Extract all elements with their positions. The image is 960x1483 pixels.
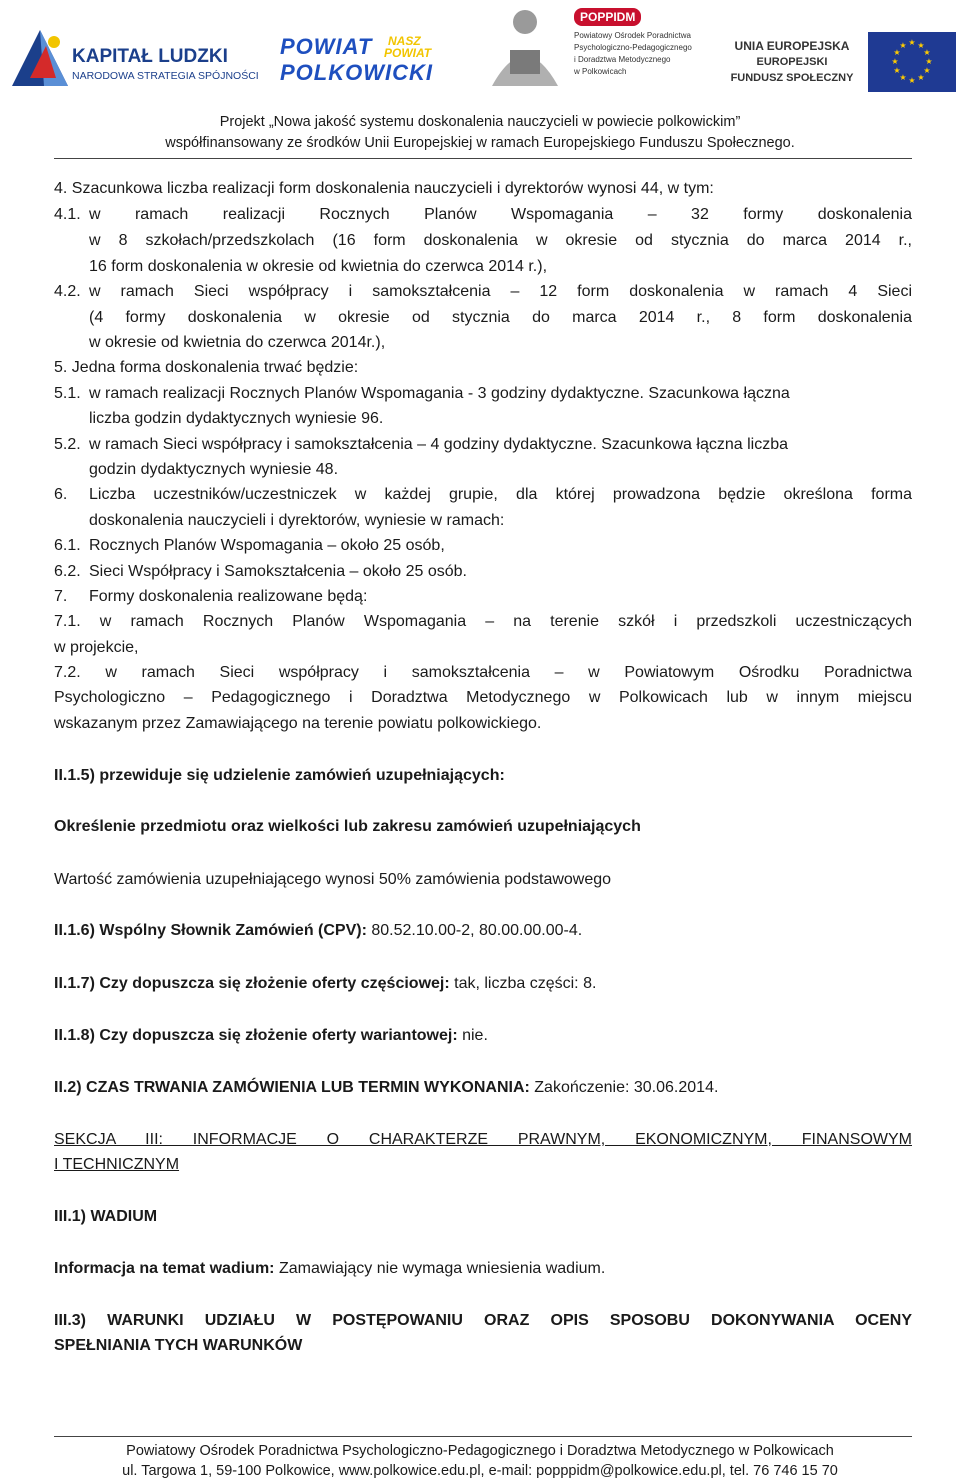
svg-text:★: ★ bbox=[893, 48, 901, 57]
item-4-2-line3: w okresie od kwietnia do czerwca 2014r.), bbox=[89, 334, 386, 351]
poppidm-line3: i Doradztwa Metodycznego bbox=[574, 55, 671, 64]
section-ii-1-8 bbox=[54, 1025, 488, 1047]
eu-logo-text bbox=[722, 38, 862, 86]
poppidm-line2: Psychologiczno-Pedagogicznego bbox=[574, 43, 692, 52]
item-6-line2: doskonalenia nauczycieli i dyrektorów, wyniesie w ramach: bbox=[89, 512, 505, 529]
item-5-2-line1: w ramach Sieci współpracy i samokształcenia – 4 godziny dydaktyczne. Szacunkowa łączna liczba bbox=[89, 436, 788, 453]
powiat-polkowicki-logo bbox=[280, 34, 440, 88]
footer-line2: ul. Targowa 1, 59-100 Polkowice, www.polkowice.edu.pl, e-mail: popppidm@polkowice.edu.pl, tel. 76 746 15 70 bbox=[122, 1463, 838, 1479]
ii-2-label: II.2) CZAS TRWANIA ZAMÓWIENIA LUB TERMIN WYKONANIA: bbox=[54, 1079, 530, 1096]
item-6-2-num: 6.2. bbox=[54, 563, 81, 580]
section-iii-1: III.1) WADIUM bbox=[54, 1208, 158, 1225]
header-divider bbox=[54, 158, 912, 159]
poppidm-logo bbox=[482, 6, 692, 90]
item-7: Formy doskonalenia realizowane będą: bbox=[89, 588, 368, 605]
svg-text:★: ★ bbox=[917, 41, 925, 50]
item-6-num: 6. bbox=[54, 486, 68, 503]
kapital-ludzki-logo bbox=[10, 28, 259, 88]
project-line2: współfinansowany ze środków Unii Europejskiej w ramach Europejskiego Funduszu Społecznego. bbox=[165, 135, 795, 151]
item-4-1-line1: w ramach realizacji Rocznych Planów Wspomagania – 32 formy doskonalenia bbox=[89, 206, 912, 223]
item-6-1: Rocznych Planów Wspomagania – około 25 osób, bbox=[89, 537, 445, 554]
svg-text:★: ★ bbox=[899, 73, 907, 82]
item-5-2-line2: godzin dydaktycznych wyniesie 48. bbox=[89, 461, 339, 478]
eu-line1: UNIA EUROPEJSKA bbox=[734, 39, 850, 53]
ii-1-7-value: tak, liczba części: 8. bbox=[449, 975, 597, 992]
ii-1-7-label: II.1.7) Czy dopuszcza się złożenie oferty częściowej: bbox=[54, 975, 450, 992]
svg-text:★: ★ bbox=[908, 76, 916, 85]
section-ii-1-5: II.1.5) przewiduje się udzielenie zamówień uzupełniających: bbox=[54, 767, 505, 784]
svg-text:★: ★ bbox=[908, 38, 916, 47]
item-6-line1: Liczba uczestników/uczestniczek w każdej grupie, dla której prowadzona będzie określona forma bbox=[89, 486, 912, 503]
svg-text:★: ★ bbox=[925, 57, 933, 66]
poppidm-text bbox=[574, 30, 692, 78]
okreslenie-heading: Określenie przedmiotu oraz wielkości lub zakresu zamówień uzupełniających bbox=[54, 818, 641, 835]
kapital-ludzki-emblem-icon bbox=[10, 28, 70, 88]
item-4-1-line3: 16 form doskonalenia w okresie od kwietnia do czerwca 2014 r.), bbox=[89, 258, 548, 275]
item-7-1-line1: 7.1. w ramach Rocznych Planów Wspomagania – na terenie szkół i przedszkoli uczestniczących bbox=[54, 613, 912, 630]
svg-text:★: ★ bbox=[891, 57, 899, 66]
svg-text:★: ★ bbox=[923, 66, 931, 75]
item-4-2-line1: w ramach Sieci współpracy i samokształcenia – 12 form doskonalenia w ramach 4 Sieci bbox=[89, 283, 912, 300]
section-ii-1-7 bbox=[54, 973, 596, 995]
item-4-1-num: 4.1. bbox=[54, 206, 81, 223]
item-7-2-line2: Psychologiczno – Pedagogicznego i Doradztwa Metodycznego w Polkowicach lub w innym miejscu bbox=[54, 689, 912, 706]
item-6-1-num: 6.1. bbox=[54, 537, 81, 554]
ii-1-8-value: nie. bbox=[457, 1027, 488, 1044]
poppidm-line1: Powiatowy Ośrodek Poradnictwa bbox=[574, 31, 691, 40]
item-5-1-line1: w ramach realizacji Rocznych Planów Wspomagania - 3 godziny dydaktyczne. Szacunkowa łączna bbox=[89, 385, 790, 402]
footer-divider bbox=[54, 1436, 912, 1437]
item-4-2-line2: (4 formy doskonalenia w okresie od stycznia do marca 2014 r., 8 form doskonalenia bbox=[89, 309, 912, 326]
item-7-num: 7. bbox=[54, 588, 68, 605]
eu-flag-icon bbox=[868, 32, 956, 92]
item-7-2-line1: 7.2. w ramach Sieci współpracy i samokształcenia – w Powiatowym Ośrodku Poradnictwa bbox=[54, 664, 912, 681]
section-ii-1-6 bbox=[54, 920, 582, 942]
wadium-value: Zamawiający nie wymaga wniesienia wadium. bbox=[274, 1260, 606, 1277]
kapital-ludzki-title: KAPITAŁ LUDZKI bbox=[72, 46, 228, 67]
svg-text:★: ★ bbox=[893, 66, 901, 75]
sekcja-iii-line2: I TECHNICZNYM bbox=[54, 1156, 180, 1173]
item-7-1-line2: w projekcie, bbox=[54, 639, 139, 656]
ii-1-6-label: II.1.6) Wspólny Słownik Zamówień (CPV): bbox=[54, 922, 367, 939]
poppidm-title: POPPIDM bbox=[574, 8, 641, 26]
powiat-line2: POLKOWICKI bbox=[280, 60, 433, 85]
eu-line3: FUNDUSZ SPOŁECZNY bbox=[730, 72, 854, 84]
item-5-1-line2: liczba godzin dydaktycznych wyniesie 96. bbox=[89, 410, 384, 427]
powiat-line1: POWIAT bbox=[280, 34, 373, 59]
item-4-2-num: 4.2. bbox=[54, 283, 81, 300]
section-iii-3-line1: III.3) WARUNKI UDZIAŁU W POSTĘPOWANIU ORAZ OPIS SPOSOBU DOKONYWANIA OCENY bbox=[54, 1312, 912, 1329]
svg-text:★: ★ bbox=[899, 41, 907, 50]
section-iii-3-line2: SPEŁNIANIA TYCH WARUNKÓW bbox=[54, 1337, 303, 1354]
item-5: 5. Jedna forma doskonalenia trwać będzie: bbox=[54, 359, 359, 376]
section-ii-2 bbox=[54, 1077, 718, 1099]
item-5-2-num: 5.2. bbox=[54, 436, 81, 453]
project-line1: Projekt „Nowa jakość systemu doskonalenia nauczycieli w powiecie polkowickim” bbox=[219, 114, 741, 130]
footer-line1: Powiatowy Ośrodek Poradnictwa Psychologiczno-Pedagogicznego i Doradztwa Metodycznego w Polkowicach bbox=[126, 1443, 834, 1459]
item-6-2: Sieci Współpracy i Samokształcenia – około 25 osób. bbox=[89, 563, 467, 580]
wadium-label: Informacja na temat wadium: bbox=[54, 1260, 275, 1277]
item-7-2-line3: wskazanym przez Zamawiającego na terenie powiatu polkowickiego. bbox=[54, 715, 542, 732]
svg-text:★: ★ bbox=[917, 73, 925, 82]
eu-line2: EUROPEJSKI bbox=[756, 56, 828, 68]
ii-2-value: Zakończenie: 30.06.2014. bbox=[529, 1079, 719, 1096]
powiat-tag1: NASZ bbox=[388, 34, 421, 48]
item-4-1-line2: w 8 szkołach/przedszkolach (16 form doskonalenia w okresie od stycznia do marca 2014 r., bbox=[89, 232, 912, 249]
kapital-ludzki-subtitle: NARODOWA STRATEGIA SPÓJNOŚCI bbox=[72, 70, 259, 82]
sekcja-iii-line1: SEKCJA III: INFORMACJE O CHARAKTERZE PRAWNYM, EKONOMICZNYM, FINANSOWYM bbox=[54, 1131, 912, 1148]
item-5-1-num: 5.1. bbox=[54, 385, 81, 402]
svg-text:★: ★ bbox=[923, 48, 931, 57]
ii-1-6-value: 80.52.10.00-2, 80.00.00.00-4. bbox=[366, 922, 583, 939]
item-4: 4. Szacunkowa liczba realizacji form doskonalenia nauczycieli i dyrektorów wynosi 44, w tym: bbox=[54, 180, 714, 197]
wartosc-text: Wartość zamówienia uzupełniającego wynosi 50% zamówienia podstawowego bbox=[54, 871, 612, 888]
powiat-tag2: POWIAT bbox=[384, 46, 432, 60]
poppidm-emblem-icon bbox=[482, 6, 568, 90]
wadium-info bbox=[54, 1258, 605, 1280]
poppidm-line4: w Polkowicach bbox=[574, 67, 627, 76]
ii-1-8-label: II.1.8) Czy dopuszcza się złożenie oferty wariantowej: bbox=[54, 1027, 458, 1044]
